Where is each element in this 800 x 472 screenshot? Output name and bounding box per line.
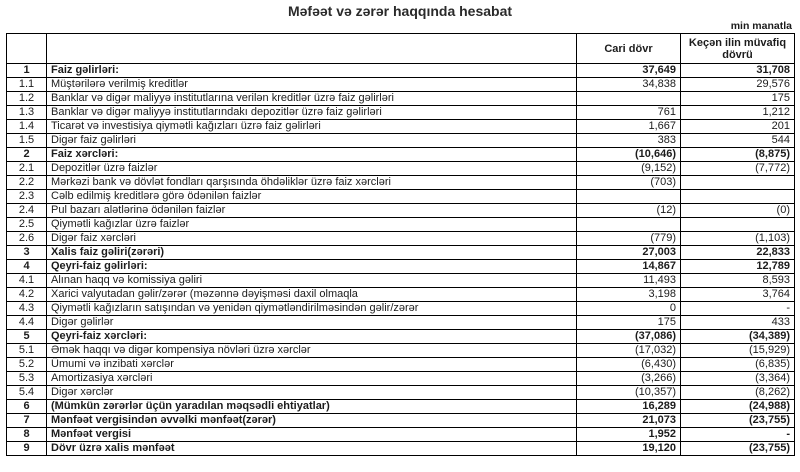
row-current-value-cell: (17,032) — [577, 344, 681, 358]
row-previous-value-cell: (7,772) — [681, 162, 795, 176]
table-row — [7, 302, 795, 316]
table-row — [7, 106, 795, 120]
row-number-cell: 6 — [7, 400, 47, 414]
row-current-value-cell — [577, 190, 681, 204]
row-previous-value-cell: 31,708 — [681, 64, 795, 78]
row-previous-value-cell: (15,929) — [681, 344, 795, 358]
row-current-value-cell: 19,120 — [577, 442, 681, 456]
row-number-cell: 2.1 — [7, 162, 47, 176]
row-number-cell: 5 — [7, 330, 47, 344]
row-previous-value-cell: 22,833 — [681, 246, 795, 260]
row-previous-value-cell: 433 — [681, 316, 795, 330]
row-current-value-cell: 16,289 — [577, 400, 681, 414]
row-current-value-cell: 1,667 — [577, 120, 681, 134]
table-row — [7, 78, 795, 92]
row-description-cell: Alınan haqq və komissiya gəliri — [47, 274, 577, 288]
row-number-cell: 2.3 — [7, 190, 47, 204]
row-number-cell: 5.4 — [7, 386, 47, 400]
table-body — [7, 64, 795, 456]
row-current-value-cell: 1,952 — [577, 428, 681, 442]
table-row — [7, 176, 795, 190]
row-previous-value-cell — [681, 218, 795, 232]
table-row — [7, 330, 795, 344]
row-description-cell: Digər gəlirlər — [47, 316, 577, 330]
table-row — [7, 148, 795, 162]
row-current-value-cell: 34,838 — [577, 78, 681, 92]
row-previous-value-cell: - — [681, 302, 795, 316]
row-number-cell: 2.6 — [7, 232, 47, 246]
row-current-value-cell: 21,073 — [577, 414, 681, 428]
row-current-value-cell: 27,003 — [577, 246, 681, 260]
row-previous-value-cell: (23,755) — [681, 414, 795, 428]
row-number-cell: 2.4 — [7, 204, 47, 218]
table-row — [7, 260, 795, 274]
row-number-cell: 5.2 — [7, 358, 47, 372]
row-description-cell: Qeyri-faiz gəlirləri: — [47, 260, 577, 274]
table-row — [7, 386, 795, 400]
table-row — [7, 288, 795, 302]
table-row — [7, 344, 795, 358]
row-description-cell: Qiymətli kağızların satışından və yenidən qiymətləndirilməsindən gəlir/zərər — [47, 302, 577, 316]
table-row — [7, 428, 795, 442]
row-description-cell: Ticarət və investisiya qiymətli kağızları üzrə faiz gəlirləri — [47, 120, 577, 134]
row-previous-value-cell: 3,764 — [681, 288, 795, 302]
table-row — [7, 400, 795, 414]
row-number-cell: 4.4 — [7, 316, 47, 330]
table-header — [7, 34, 795, 64]
header-current-period: Cari dövr — [577, 34, 681, 64]
row-description-cell: Qeyri-faiz xərcləri: — [47, 330, 577, 344]
row-number-cell: 4.3 — [7, 302, 47, 316]
table-row — [7, 232, 795, 246]
row-description-cell: Əmək haqqı və digər kompensiya növləri üzrə xərclər — [47, 344, 577, 358]
row-number-cell: 1.4 — [7, 120, 47, 134]
row-current-value-cell: 175 — [577, 316, 681, 330]
table-row — [7, 92, 795, 106]
table-row — [7, 204, 795, 218]
row-number-cell: 7 — [7, 414, 47, 428]
row-current-value-cell: (6,430) — [577, 358, 681, 372]
table-row — [7, 134, 795, 148]
table-row — [7, 218, 795, 232]
row-number-cell: 2 — [7, 148, 47, 162]
table-row — [7, 372, 795, 386]
row-current-value-cell: 761 — [577, 106, 681, 120]
row-previous-value-cell: 201 — [681, 120, 795, 134]
row-current-value-cell: (10,357) — [577, 386, 681, 400]
row-number-cell: 1 — [7, 64, 47, 78]
row-previous-value-cell: (34,389) — [681, 330, 795, 344]
row-previous-value-cell: 175 — [681, 92, 795, 106]
row-previous-value-cell — [681, 176, 795, 190]
row-previous-value-cell: (23,755) — [681, 442, 795, 456]
row-current-value-cell: 3,198 — [577, 288, 681, 302]
row-previous-value-cell: (1,103) — [681, 232, 795, 246]
row-current-value-cell: (3,266) — [577, 372, 681, 386]
row-previous-value-cell: (0) — [681, 204, 795, 218]
row-previous-value-cell: 8,593 — [681, 274, 795, 288]
table-row — [7, 274, 795, 288]
row-description-cell: Mənfəət vergisi — [47, 428, 577, 442]
row-description-cell: Faiz gəlirləri: — [47, 64, 577, 78]
row-description-cell: Digər faiz xərcləri — [47, 232, 577, 246]
row-previous-value-cell: 12,789 — [681, 260, 795, 274]
row-current-value-cell: 37,649 — [577, 64, 681, 78]
row-current-value-cell: 11,493 — [577, 274, 681, 288]
row-description-cell: Müştərilərə verilmiş kreditlər — [47, 78, 577, 92]
row-number-cell: 2.5 — [7, 218, 47, 232]
row-description-cell: Pul bazarı alətlərinə ödənilən faizlər — [47, 204, 577, 218]
row-number-cell: 5.1 — [7, 344, 47, 358]
row-previous-value-cell: (8,262) — [681, 386, 795, 400]
row-number-cell: 1.3 — [7, 106, 47, 120]
header-number-cell — [7, 34, 47, 64]
row-current-value-cell: 14,867 — [577, 260, 681, 274]
row-previous-value-cell — [681, 190, 795, 204]
row-current-value-cell — [577, 92, 681, 106]
row-description-cell: (Mümkün zərərlər üçün yaradılan məqsədli ehtiyatlar) — [47, 400, 577, 414]
row-number-cell: 1.1 — [7, 78, 47, 92]
unit-note: min manatla — [730, 20, 792, 32]
row-current-value-cell: (9,152) — [577, 162, 681, 176]
profit-loss-table — [6, 33, 795, 456]
row-description-cell: Xalis faiz gəliri(zərəri) — [47, 246, 577, 260]
table-row — [7, 442, 795, 456]
row-previous-value-cell: (24,988) — [681, 400, 795, 414]
row-description-cell: Mənfəət vergisindən əvvəlki mənfəət(zərər) — [47, 414, 577, 428]
row-number-cell: 5.3 — [7, 372, 47, 386]
table-row — [7, 358, 795, 372]
row-previous-value-cell: 1,212 — [681, 106, 795, 120]
row-description-cell: Faiz xərcləri: — [47, 148, 577, 162]
row-description-cell: Xarici valyutadan gəlir/zərər (məzənnə dəyişməsi daxil olmaqla — [47, 288, 577, 302]
row-description-cell: Amortizasiya xərcləri — [47, 372, 577, 386]
row-previous-value-cell: 29,576 — [681, 78, 795, 92]
row-description-cell: Qiymətli kağızlar üzrə faizlər — [47, 218, 577, 232]
row-current-value-cell: (37,086) — [577, 330, 681, 344]
row-current-value-cell: (703) — [577, 176, 681, 190]
page-title: Məfəət və zərər haqqında hesabat — [287, 3, 513, 19]
row-description-cell: Cəlb edilmiş kreditlərə görə ödənilən faizlər — [47, 190, 577, 204]
table-row — [7, 246, 795, 260]
row-description-cell: Banklar və digər maliyyə institutlarındakı depozitlər üzrə faiz gəlirləri — [47, 106, 577, 120]
table-row — [7, 190, 795, 204]
table-row — [7, 120, 795, 134]
row-number-cell: 1.2 — [7, 92, 47, 106]
row-previous-value-cell: 544 — [681, 134, 795, 148]
table-row — [7, 316, 795, 330]
row-previous-value-cell: - — [681, 428, 795, 442]
row-description-cell: Digər xərclər — [47, 386, 577, 400]
row-number-cell: 2.2 — [7, 176, 47, 190]
row-current-value-cell: 383 — [577, 134, 681, 148]
row-description-cell: Ümumi və inzibati xərclər — [47, 358, 577, 372]
row-number-cell: 8 — [7, 428, 47, 442]
row-current-value-cell: (10,646) — [577, 148, 681, 162]
row-previous-value-cell: (6,835) — [681, 358, 795, 372]
row-previous-value-cell: (3,364) — [681, 372, 795, 386]
row-number-cell: 4.1 — [7, 274, 47, 288]
row-description-cell: Mərkəzi bank və dövlət fondları qarşısında öhdəliklər üzrə faiz xərcləri — [47, 176, 577, 190]
row-description-cell: Banklar və digər maliyyə institutlarına verilən kreditlər üzrə faiz gəlirləri — [47, 92, 577, 106]
row-number-cell: 4.2 — [7, 288, 47, 302]
header-previous-period: Keçən ilin müvafiq dövrü — [681, 34, 795, 64]
row-previous-value-cell: (8,875) — [681, 148, 795, 162]
table-row — [7, 162, 795, 176]
row-number-cell: 1.5 — [7, 134, 47, 148]
table-row — [7, 64, 795, 78]
row-description-cell: Digər faiz gəlirləri — [47, 134, 577, 148]
row-current-value-cell: (779) — [577, 232, 681, 246]
header-row — [7, 34, 795, 64]
row-current-value-cell — [577, 218, 681, 232]
row-current-value-cell: (12) — [577, 204, 681, 218]
row-description-cell: Dövr üzrə xalis mənfəət — [47, 442, 577, 456]
row-description-cell: Depozitlər üzrə faizlər — [47, 162, 577, 176]
row-number-cell: 9 — [7, 442, 47, 456]
table-row — [7, 414, 795, 428]
row-number-cell: 4 — [7, 260, 47, 274]
header-description-cell — [47, 34, 577, 64]
row-current-value-cell: 0 — [577, 302, 681, 316]
row-number-cell: 3 — [7, 246, 47, 260]
